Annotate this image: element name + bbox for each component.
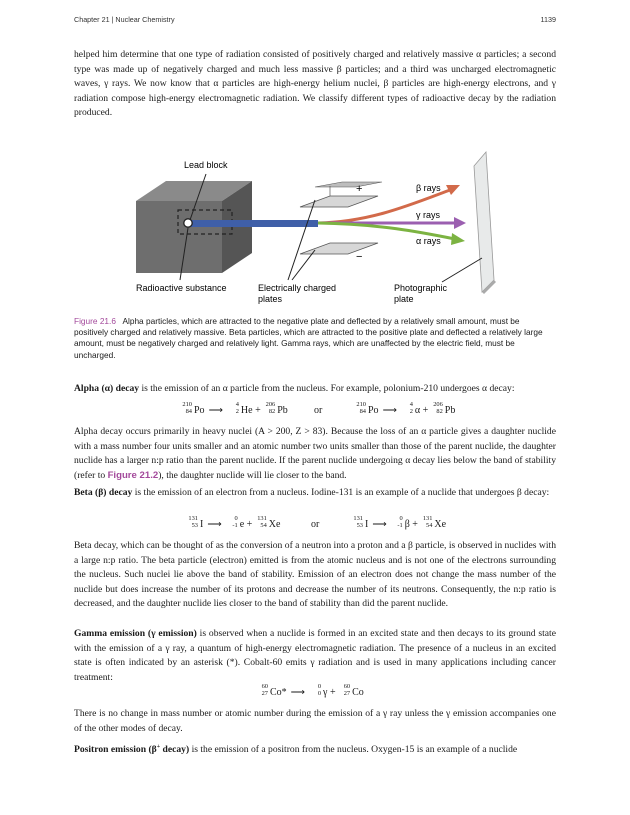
radioactive-source xyxy=(184,219,192,227)
lead-block-front xyxy=(136,201,222,273)
plates-label-line2: plates xyxy=(258,294,283,304)
gamma-label: γ rays xyxy=(416,210,441,220)
photo-label-line2: plate xyxy=(394,294,414,304)
figure-caption-text: Alpha particles, which are attracted to the negative plate and deflected by a relatively small amount, must be positively charged and relatively massive. Beta particles, which are attracted to the positive plate and deflected a relatively large amount, must be negatively charged and relatively light. Gamma rays, which are unaffected by the electric field, must be uncharged. xyxy=(74,316,543,360)
intro-paragraph: helped him determine that one type of radiation consisted of positively charged and relatively massive α particles; a second type was made up of negatively charged and much less massive β particles; and a third was uncharged electromagnetic waves, γ rays. We now know that α particles are high-energy helium nuclei, β particles are high-energy electrons, and γ radiation compose high-energy electromagnetic radiation. We classify different types of radioactive decay by the radiation produced. xyxy=(74,49,556,119)
plates-label-line1: Electrically charged xyxy=(258,283,337,293)
alpha-lead: is the emission of an α particle from the nucleus. For example, polonium-210 undergoes α decay: xyxy=(139,383,515,394)
alpha-term: Alpha (α) decay xyxy=(74,383,140,394)
figure-21-2-link[interactable]: Figure 21.2 xyxy=(107,469,159,481)
positron-lead: is the emission of a positron from the nucleus. Oxygen-15 is an example of a nuclide xyxy=(189,744,518,756)
gamma-lead: is observed when a nuclide is formed in an excited state and then decays to its ground state with the emission of a γ ray, a quantum of high-energy electromagnetic radiation. The presence of a nucleus in an excited state is often indicated by an asterisk (*). Cobalt-60 emits γ radiation and is used in many applications including cancer treatment: xyxy=(74,628,556,683)
radiation-deflection-figure xyxy=(120,150,530,310)
beta-term: Beta (β) decay xyxy=(74,487,133,498)
top-plate-back xyxy=(315,182,382,187)
beta-explanation: Beta decay, which can be thought of as the conversion of a neutron into a proton and a β particle, is observed in nuclides with a large n:p ratio. The beta particle (electron) emitted is from the atomic nucleus and is not one of the electrons surrounding the nucleus. Such nuclei lie above the band of stability. Emission of an electron does not change the mass number of the nuclide but does increase the number of its protons and decrease the number of its neutrons. Consequently, the n:p ratio is decreased, and the daughter nuclide lies closer to the band of stability than did the parent nuclide. xyxy=(74,540,556,610)
page-number: 1139 xyxy=(540,15,556,24)
lead-block-label: Lead block xyxy=(184,160,228,170)
alpha-explanation: Alpha decay occurs primarily in heavy nuclei (A > 200, Z > 83). Because the loss of an α particle gives a daughter nuclide with a mass number four units smaller and an atomic number two units smaller than those of the parent nuclide, the daughter nuclide has a larger n:p ratio than the parent nuclide. If the parent nuclide undergoing α decay lies below the band of stability (refer to Figure 21.2), the daughter nuclide will lie closer to the band. xyxy=(74,426,556,481)
beta-equation-1: 131 53 I ⟶ 0 -1 e + 131 54 Xe xyxy=(188,515,281,530)
positive-plate xyxy=(300,196,378,207)
beta-equation-2: 131 53 I ⟶ 0 -1 β + 131 54 Xe xyxy=(353,515,447,530)
plus-sign: + xyxy=(356,183,363,195)
alpha-label: α rays xyxy=(416,236,441,246)
figure-caption xyxy=(74,316,554,361)
gamma-explanation: There is no change in mass number or atomic number during the emission of a γ ray unless the γ emission accompanies one of the other modes of decay. xyxy=(74,708,556,734)
gamma-term: Gamma emission (γ emission) xyxy=(74,628,197,639)
beta-lead: is the emission of an electron from a nucleus. Iodine-131 is an example of a nuclide that undergoes β decay: xyxy=(132,487,550,498)
radiation-beam xyxy=(188,220,318,227)
gamma-intro xyxy=(74,627,556,685)
beta-or: or xyxy=(311,519,320,530)
chapter-header: Chapter 21 | Nuclear Chemistry xyxy=(74,15,175,24)
photographic-plate xyxy=(474,152,494,292)
negative-plate xyxy=(300,243,378,254)
gamma-arrowhead xyxy=(454,217,466,229)
beta-intro xyxy=(74,486,556,501)
alpha-arrowhead xyxy=(451,233,465,245)
positron-term: Positron emission (β+ decay) xyxy=(74,744,190,756)
alpha-intro xyxy=(74,382,556,397)
photo-label-line1: Photographic xyxy=(394,283,448,293)
minus-sign: − xyxy=(356,251,363,263)
alpha-or: or xyxy=(314,405,323,416)
gamma-equation: 60 27 Co* ⟶ 0 0 γ + 60 27 Co xyxy=(261,683,364,698)
source-label: Radioactive substance xyxy=(136,283,227,293)
alpha-equation-2: 210 84 Po ⟶ 4 2 α + 206 82 Pb xyxy=(356,401,456,416)
positron-intro xyxy=(74,740,556,758)
figure-label: Figure 21.6 xyxy=(74,316,116,326)
alpha-equation-1: 210 84 Po ⟶ 4 2 He + 206 82 Pb xyxy=(182,401,288,416)
beta-label: β rays xyxy=(416,183,441,193)
